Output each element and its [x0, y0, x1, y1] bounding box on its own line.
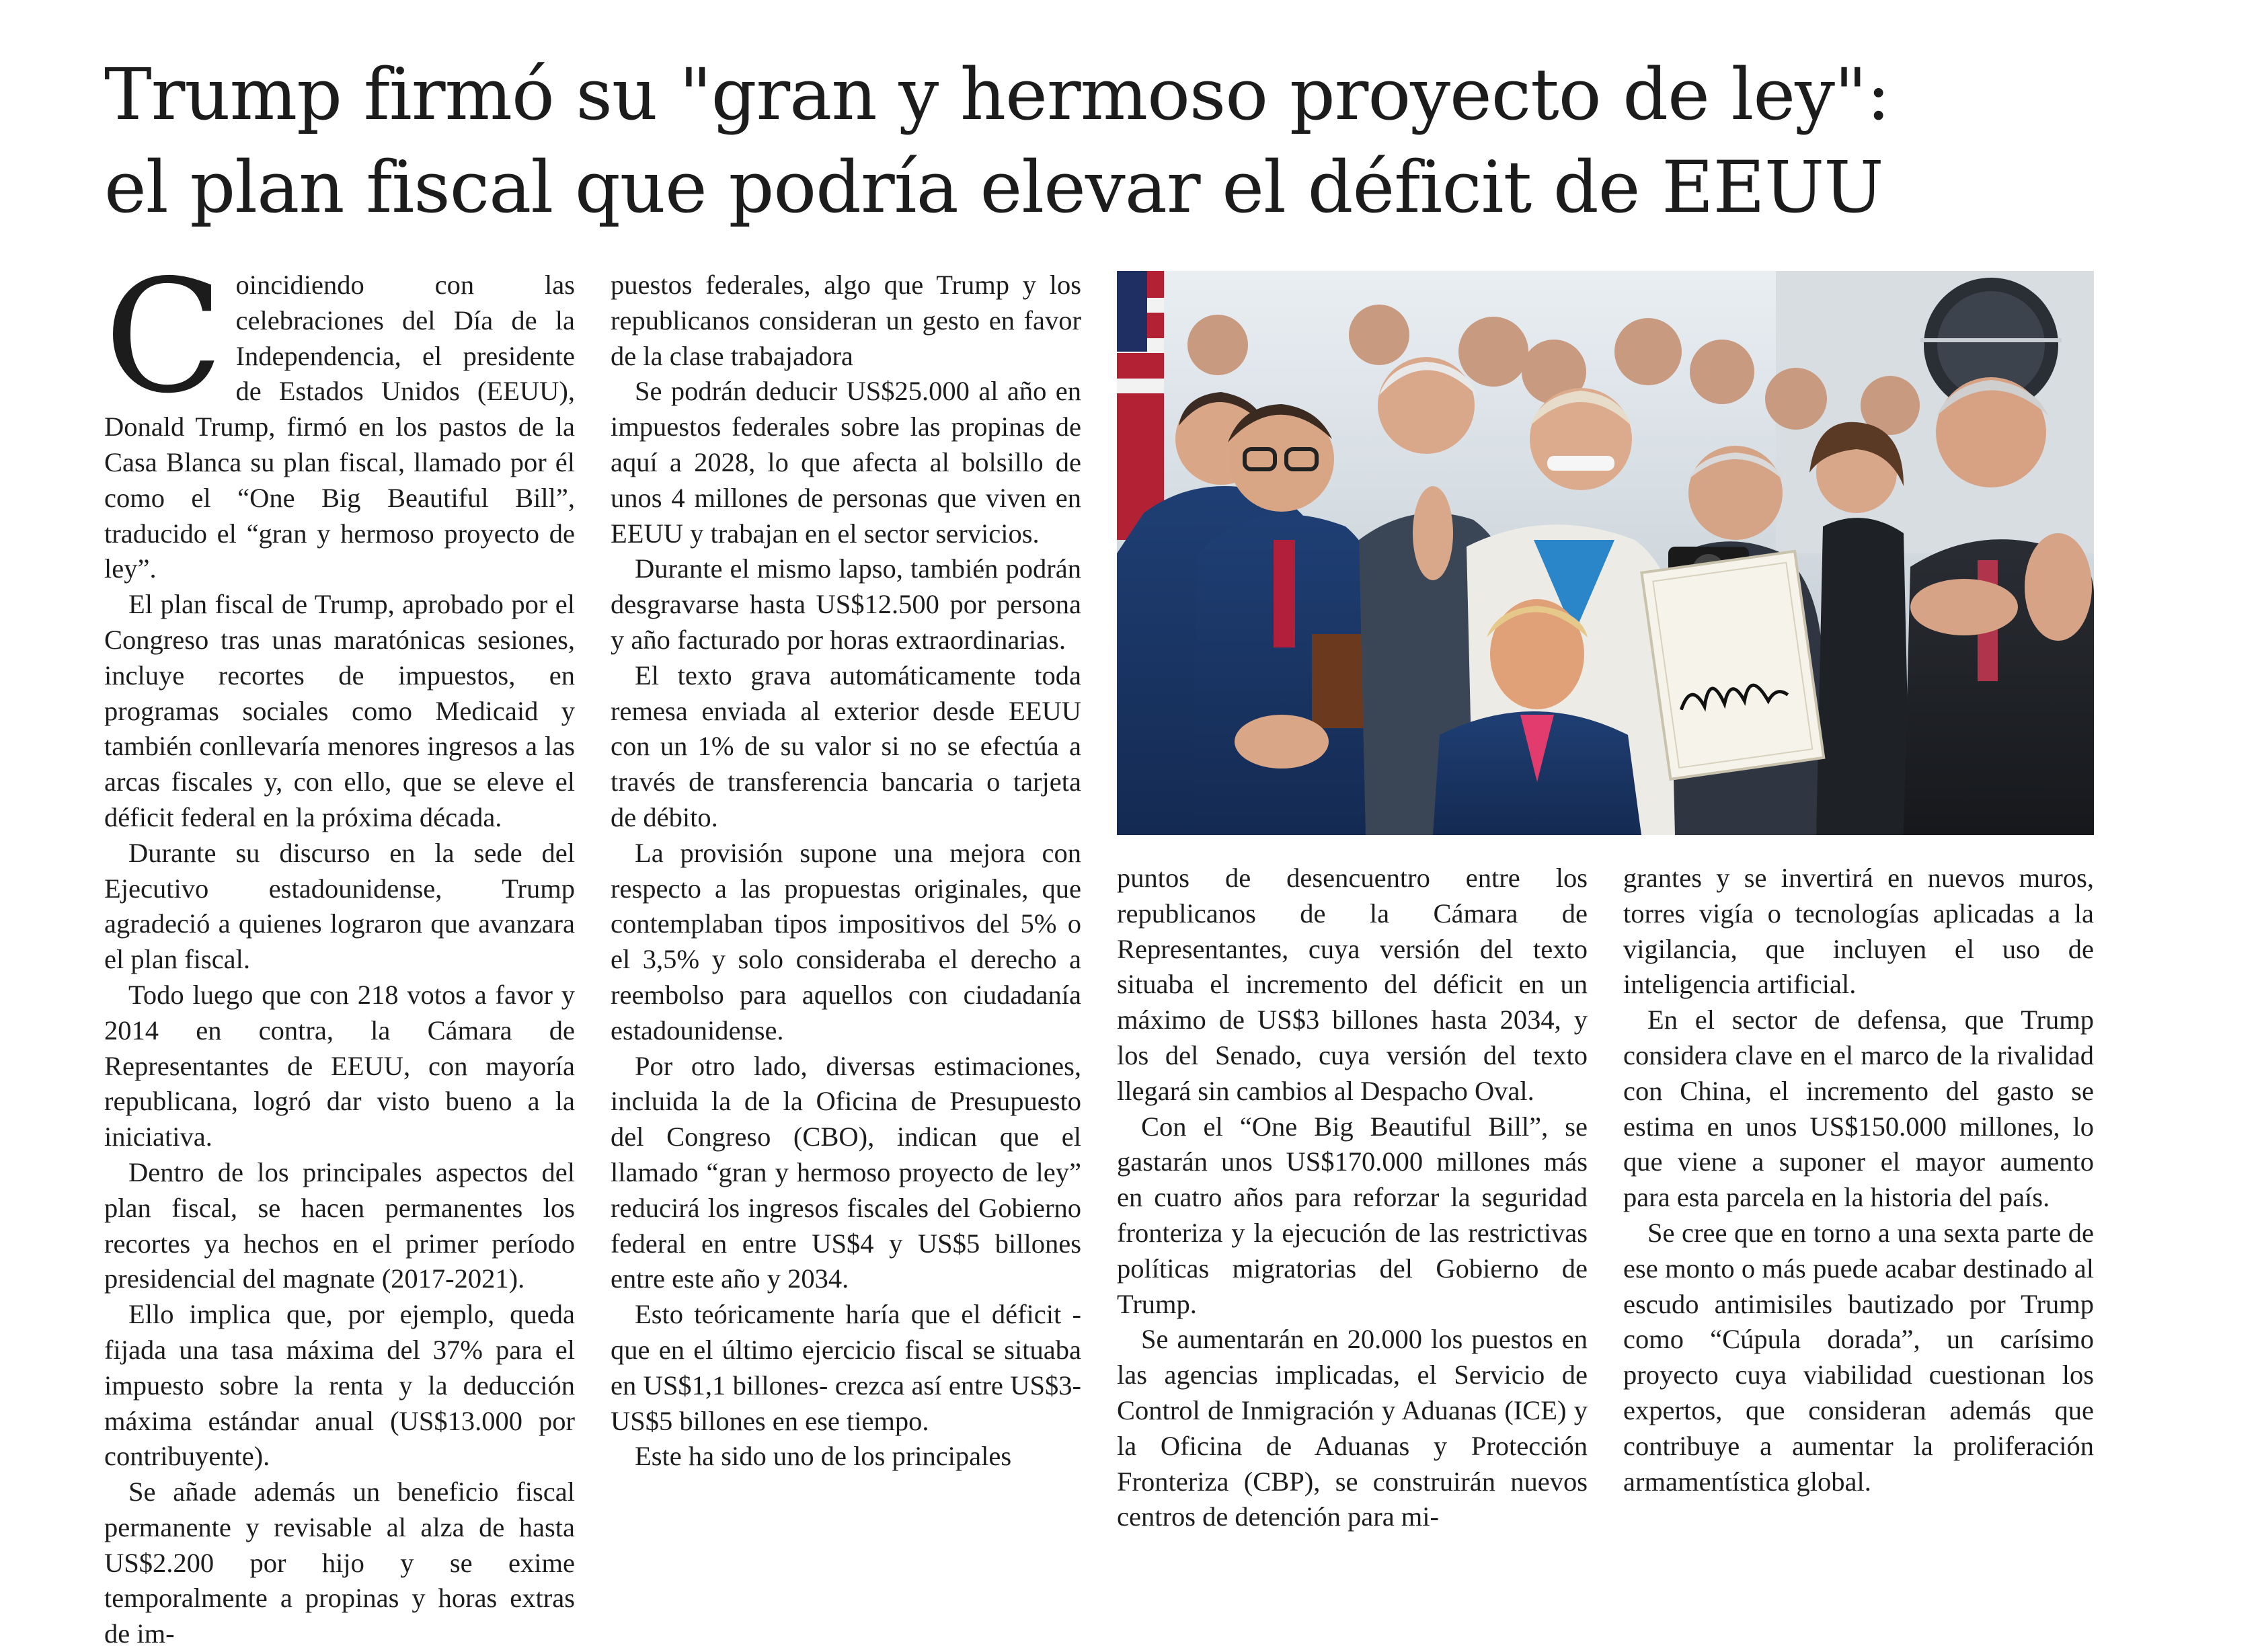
paragraph: El plan fiscal de Trump, aprobado por el Congreso tras unas maratónicas sesiones, incluye recortes de impuestos, en programas sociales como Medicaid y también conllevaría menores ingresos a las arcas fiscales y, con ello, que se eleve el déficit federal en la próxima década. [104, 589, 575, 832]
paragraph: Por otro lado, diversas estimaciones, incluida la de la Oficina de Presupuesto del Congreso (CBO), indican que el llamado “gran y hermoso proyecto de ley” reducirá los ingresos fiscales del Gobierno federal en entre US$4 y US$5 billones entre este año y 2034. [611, 1050, 1081, 1294]
paragraph: Durante su discurso en la sede del Ejecutivo estadounidense, Trump agradeció a quienes lograron que avanzara el plan fiscal. [104, 837, 575, 975]
text-column-2 [611, 268, 1081, 1474]
paragraph: Todo luego que con 218 votos a favor y 2014 en contra, la Cámara de Representantes de EEUU, con mayoría republicana, logró dar visto bueno a la iniciativa. [104, 979, 575, 1152]
paragraph: En el sector de defensa, que Trump considera clave en el marco de la rivalidad con China, el incremento del gasto se estima en unos US$150.000 millones, lo que viene a suponer el mayor aumento para esta parcela en la historia del país. [1623, 1005, 2094, 1213]
paragraph: Con el “One Big Beautiful Bill”, se gastarán unos US$170.000 millones más en cuatro años para reforzar la seguridad fronteriza y la ejecución de las restrictivas políticas migratorias del Gobierno de Trump. [1117, 1111, 1588, 1319]
paragraph: Dentro de los principales aspectos del plan fiscal, se hacen permanentes los recortes ya hechos en el primer período presidencial del magnate (2017-2021). [104, 1156, 575, 1294]
text-column-3 [1117, 861, 1588, 1535]
paragraph [104, 246, 575, 587]
paragraph: Este ha sido uno de los principales [635, 1441, 1012, 1472]
paragraph: grantes y se invertirá en nuevos muros, torres vigía o tecnologías aplicadas a la vigilancia, que incluyen el uso de inteligencia artificial. [1623, 863, 2094, 1000]
news-photo [1117, 271, 2094, 835]
headline-line-1: Trump firmó su "gran y hermoso proyecto de ley": [104, 53, 1890, 136]
paragraph: Se podrán deducir US$25.000 al año en impuestos federales sobre las propinas de aquí a 2028, lo que afecta al bolsillo de unos 4 millones de personas que viven en EEUU y trabajan en el sector servicios. [611, 376, 1081, 549]
paragraph: Durante el mismo lapso, también podrán desgravarse hasta US$12.500 por persona y año facturado por horas extraordinarias. [611, 553, 1081, 655]
paragraph: puntos de desencuentro entre los republicanos de la Cámara de Representantes, cuya versión del texto situaba el incremento del déficit en un máximo de US$3 billones hasta 2034, y los del Senado, cuya versión del texto llegará sin cambios al Despacho Oval. [1117, 863, 1588, 1106]
paragraph: Ello implica que, por ejemplo, queda fijada una tasa máxima del 37% para el impuesto sobre la renta y la deducción máxima estándar anual (US$13.000 por contribuyente). [104, 1299, 575, 1472]
drop-cap: C [104, 246, 224, 428]
headline [104, 48, 2189, 234]
paragraph: Se aumentarán en 20.000 los puestos en las agencias implicadas, el Servicio de Control de Inmigración y Aduanas (ICE) y la Oficina de Aduanas y Protección Fronteriza (CBP), se construirán nuevos centros de detención para mi- [1117, 1324, 1588, 1532]
paragraph: La provisión supone una mejora con respecto a las propuestas originales, que contemplaban tipos impositivos del 5% o el 3,5% y solo consideraba el derecho a reembolso para aquellos con ciudadanía estadounidense. [611, 837, 1081, 1046]
paragraph: Se cree que en torno a una sexta parte de ese monto o más puede acabar destinado al escudo antimisiles bautizado por Trump como “Cúpula dorada”, un carísimo proyecto cuya viabilidad cuestionan los expertos, que consideran además que contribuye a aumentar la proliferación armamentística global. [1623, 1217, 2094, 1497]
paragraph: Se añade además un beneficio fiscal permanente y revisable al alza de hasta US$2.200 por hijo y se exime temporalmente a propinas y horas extras de im- [104, 1477, 575, 1649]
text-column-4 [1623, 861, 2094, 1499]
paragraph: puestos federales, algo que Trump y los republicanos consideran un gesto en favor de la clase trabajadora [611, 270, 1081, 371]
paragraph-text: oincidiendo con las celebraciones del Día de la Independencia, el presidente de Estados Unidos (EEUU), Donald Trump, firmó en los pastos de la Casa Blanca su plan fiscal, llamado por él como el “One Big Beautiful Bill”, traducido el “gran y hermoso proyecto de ley”. [104, 270, 575, 584]
text-column-1 [104, 246, 575, 1652]
paragraph: El texto grava automáticamente toda remesa enviada al exterior desde EEUU con un 1% de su valor si no se efectúa a través de transferencia bancaria o tarjeta de débito. [611, 660, 1081, 832]
paragraph: Esto teóricamente haría que el déficit -que en el último ejercicio fiscal se situaba en US$1,1 billones- crezca así entre US$3-US$5 billones en ese tiempo. [611, 1299, 1081, 1436]
headline-line-2: el plan fiscal que podría elevar el déficit de EEUU [104, 146, 1883, 229]
